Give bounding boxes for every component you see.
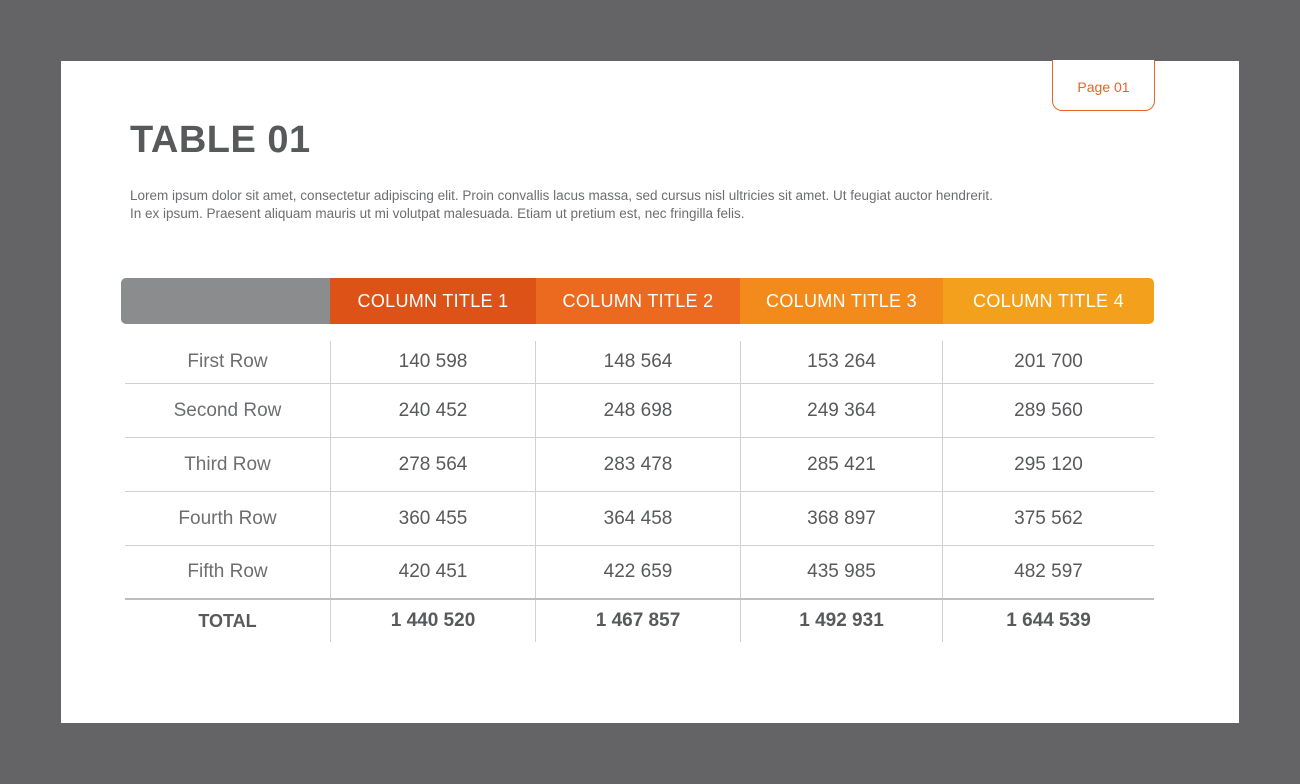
- column-title-1: COLUMN TITLE 1: [330, 278, 536, 324]
- table-row-first: [125, 341, 1154, 384]
- table-cell: 248 698: [535, 384, 740, 437]
- page-number-tab: Page 01: [1052, 60, 1155, 111]
- table-row-third: [125, 438, 1154, 492]
- description-line-1: Lorem ipsum dolor sit amet, consectetur adipiscing elit. Proin convallis lacus massa, sed cursus nisl ultricies sit amet. Ut feugiat auctor hendrerit.: [130, 188, 993, 203]
- column-title-4: COLUMN TITLE 4: [943, 278, 1154, 324]
- table-row-total: [125, 600, 1154, 642]
- table-cell: 420 451: [330, 546, 535, 598]
- table-cell: 148 564: [535, 341, 740, 383]
- table-cell: 285 421: [740, 438, 942, 491]
- table-cell: 249 364: [740, 384, 942, 437]
- table-header-bar: [121, 278, 1154, 324]
- row-label: Fourth Row: [178, 507, 277, 529]
- table-cell: 368 897: [740, 492, 942, 545]
- row-label: Second Row: [173, 399, 282, 421]
- table-row-fifth: [125, 546, 1154, 600]
- total-cell: 1 644 539: [942, 600, 1154, 642]
- total-cell: 1 467 857: [535, 600, 740, 642]
- total-label: TOTAL: [198, 610, 257, 631]
- table-cell: 482 597: [942, 546, 1154, 598]
- total-cell: 1 492 931: [740, 600, 942, 642]
- table-cell: 140 598: [330, 341, 535, 383]
- table-cell: 375 562: [942, 492, 1154, 545]
- description-text: [130, 187, 1140, 223]
- total-cell: 1 440 520: [330, 600, 535, 642]
- table-cell: 295 120: [942, 438, 1154, 491]
- table-cell: 278 564: [330, 438, 535, 491]
- table-row-fourth: [125, 492, 1154, 546]
- data-table: [125, 341, 1154, 642]
- row-label: Fifth Row: [187, 561, 268, 582]
- table-cell: 153 264: [740, 341, 942, 383]
- table-cell: 289 560: [942, 384, 1154, 437]
- column-title-2: COLUMN TITLE 2: [536, 278, 740, 324]
- column-title-3: COLUMN TITLE 3: [740, 278, 943, 324]
- table-row-second: [125, 384, 1154, 438]
- table-cell: 283 478: [535, 438, 740, 491]
- page-title: TABLE 01: [130, 119, 311, 161]
- table-cell: 240 452: [330, 384, 535, 437]
- slide: [61, 61, 1239, 723]
- table-cell: 364 458: [535, 492, 740, 545]
- header-blank-cell: [121, 278, 330, 324]
- table-cell: 201 700: [942, 341, 1154, 383]
- table-cell: 435 985: [740, 546, 942, 598]
- row-label: Third Row: [184, 453, 271, 475]
- row-label: First Row: [187, 351, 268, 372]
- table-cell: 422 659: [535, 546, 740, 598]
- table-cell: 360 455: [330, 492, 535, 545]
- description-line-2: In ex ipsum. Praesent aliquam mauris ut mi volutpat malesuada. Etiam ut pretium est, nec fringilla felis.: [130, 206, 745, 221]
